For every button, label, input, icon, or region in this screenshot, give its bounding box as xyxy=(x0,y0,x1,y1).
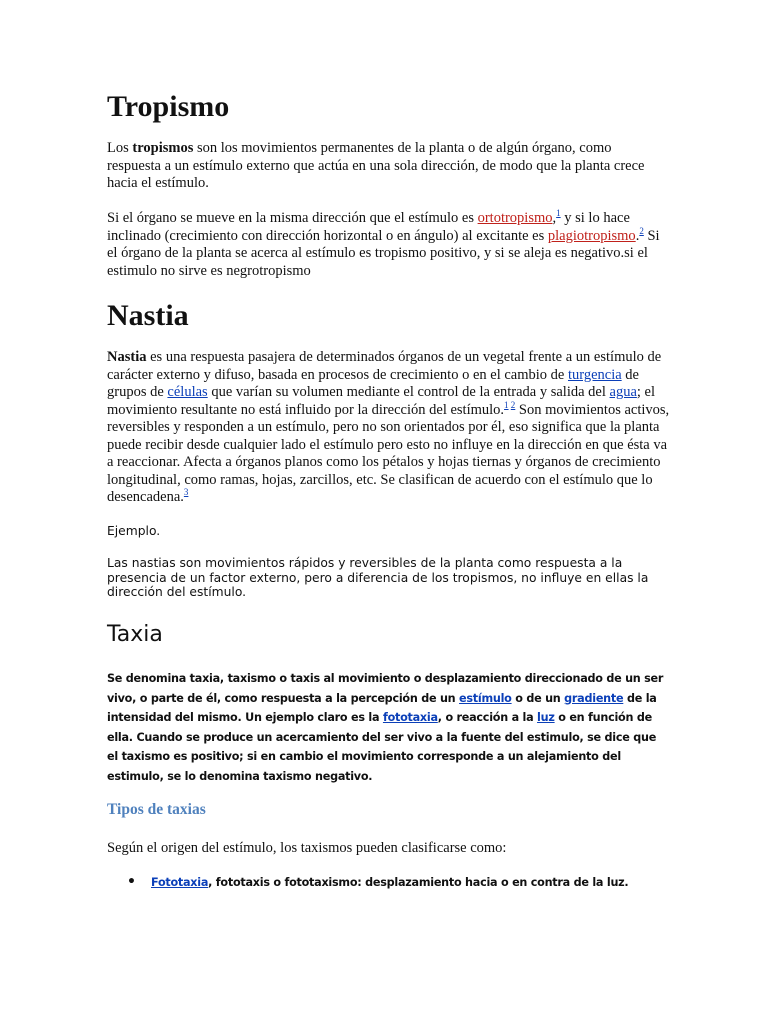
text: , xyxy=(552,210,557,226)
reference-link[interactable]: 1 xyxy=(556,208,561,218)
link-gradiente[interactable]: gradiente xyxy=(564,691,624,705)
text: Si el órgano de la planta se acerca al estímulo es tropismo positivo, y si se aleja es negativo.si el estimulo no sirve es negrotropismo xyxy=(107,227,660,279)
link-agua[interactable]: agua xyxy=(609,384,637,400)
reference-link[interactable]: 3 xyxy=(183,487,189,497)
text: Son movimientos activos, reversibles y responden a un estímulo, pero no son orientados por él, eso significa que la planta puede recibir desde cualquier lado el estímulo pero esto no influye en la dirección en que ésta va a reaccionar. Afecta a órganos planos como los pétalos y hojas tiernas y órganos de crecimiento longitudinal, como ramas, hojas, zarcillos, etc. Se clasifican de acuerdo con el estímulo que lo desencadena. xyxy=(107,401,670,505)
text: Si el órgano se mueve en la misma dirección que el estímulo es xyxy=(107,210,478,226)
bullet-icon: • xyxy=(127,874,136,890)
link-ortotropismo[interactable]: ortotropismo xyxy=(477,210,553,226)
text: Se denomina taxia, taxismo o taxis al movimiento o desplazamiento direccionado de un ser vivo, o parte de él, como respuesta a la percepción de un xyxy=(107,672,664,705)
subheading-tipos-de-taxias: Tipos de taxias xyxy=(107,801,206,818)
heading-tropismo: Tropismo xyxy=(107,90,230,123)
link-fototaxia-list[interactable]: Fototaxia xyxy=(151,876,209,889)
reference-link[interactable]: 1 xyxy=(504,399,509,410)
link-estimulo[interactable]: estímulo xyxy=(459,691,512,705)
link-plagiotropismo[interactable]: plagiotropismo xyxy=(547,227,636,244)
text: son los movimientos permanentes de la planta o de algún órgano, como respuesta a un estímulo externo que actúa en una sola dirección, de modo que la planta crece hacia el estímulo. xyxy=(107,140,645,191)
reference-link[interactable]: 2 xyxy=(639,225,644,236)
heading-nastia: Nastia xyxy=(107,299,189,332)
bold-term-nastia: Nastia xyxy=(107,349,147,365)
text: de la intensidad del mismo. Un ejemplo claro es la xyxy=(107,691,657,724)
link-turgencia[interactable]: turgencia xyxy=(567,366,622,383)
text: y si lo hace inclinado (crecimiento con dirección horizontal o en ángulo) al excitante es xyxy=(107,210,630,244)
paragraph-taxias-intro: Según el origen del estímulo, los taxismos pueden clasificarse como: xyxy=(107,840,507,856)
heading-taxia: Taxia xyxy=(107,622,163,647)
link-celulas[interactable]: células xyxy=(167,384,208,400)
text: o de un xyxy=(511,691,565,705)
reference-link[interactable]: 2 xyxy=(510,399,516,410)
text: Los xyxy=(107,140,133,156)
text: de grupos de xyxy=(107,366,639,400)
paragraph-nastia-definition xyxy=(107,349,672,507)
paragraph-tropismo-types xyxy=(107,210,667,280)
paragraph-taxia-definition xyxy=(107,669,667,786)
paragraph-tropismo-definition xyxy=(107,140,667,193)
bold-term-tropismos: tropismos xyxy=(132,140,194,156)
text: que varían su volumen mediante el control de la entrada y salida del xyxy=(207,384,610,400)
paragraph-nastia-example: Las nastias son movimientos rápidos y reversibles de la planta como respuesta a la presencia de un factor externo, pero a diferencia de los tropismos, no influye en ellas la dirección del estímulo. xyxy=(107,556,649,599)
text: ; el movimiento resultante no está influido por la dirección del estímulo. xyxy=(107,384,656,418)
text: es una respuesta pasajera de determinados órganos de un vegetal frente a un estímulo de carácter externo y difuso, basada en procesos de crecimiento o en el cambio de xyxy=(107,349,662,383)
list-item-text xyxy=(151,873,628,892)
link-fototaxia[interactable]: fototaxia xyxy=(382,711,438,724)
link-luz[interactable]: luz xyxy=(537,711,555,724)
text: , o reacción a la xyxy=(437,711,538,724)
text: . xyxy=(635,227,640,244)
text: , fototaxis o fototaxismo: desplazamiento hacia o en contra de la luz. xyxy=(208,876,629,889)
text: o en función de ella. Cuando se produce un acercamiento del ser vivo a la fuente del estimulo, se dice que el taxismo es positivo; si en cambio el movimiento corresponde a un alejamiento del estimulo, se lo denomina taxismo negativo. xyxy=(107,711,657,783)
paragraph-ejemplo: Ejemplo. xyxy=(107,524,161,538)
